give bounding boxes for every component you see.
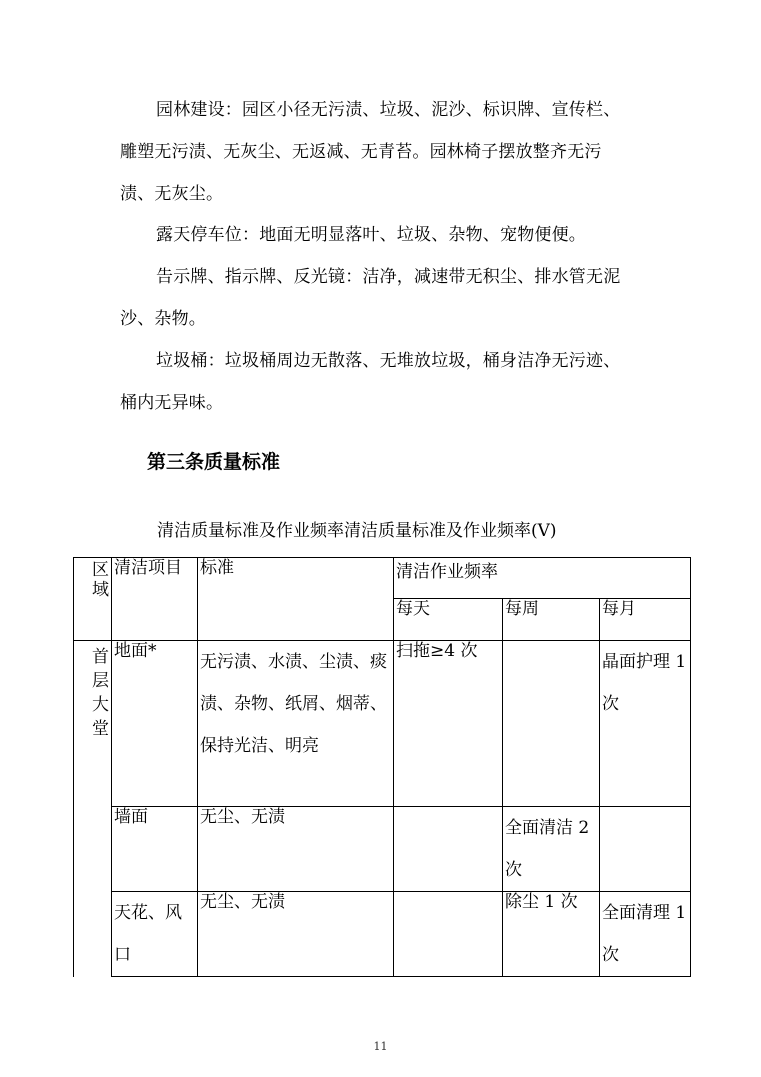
monthly-cell	[600, 807, 691, 892]
daily-cell: 扫拖≥4 次	[394, 641, 503, 807]
item-cell: 地面*	[112, 641, 198, 807]
header-weekly: 每周	[503, 599, 600, 641]
paragraph-parking: 露天停车位：地面无明显落叶、垃圾、杂物、宠物便便。	[156, 225, 586, 245]
header-area: 区域	[74, 558, 112, 641]
table-header-row	[74, 558, 691, 599]
item-cell: 天花、风口	[112, 892, 198, 977]
area-cell: 首层大堂	[74, 641, 112, 977]
daily-cell	[394, 807, 503, 892]
weekly-cell: 除尘 1 次	[503, 892, 600, 977]
header-frequency: 清洁作业频率	[394, 558, 691, 599]
table-row	[74, 641, 691, 807]
weekly-cell: 全面清洁 2 次	[503, 807, 600, 892]
paragraph-garden: 园林建设：园区小径无污渍、垃圾、泥沙、标识牌、宣传栏、雕塑无污渍、无灰尘、无返减、无青苔。园林椅子摆放整齐无污渍、无灰尘。	[120, 100, 621, 204]
standard-cell: 无污渍、水渍、尘渍、痰渍、杂物、纸屑、烟蒂、保持光洁、明亮	[198, 641, 394, 807]
section-heading: 第三条质量标准	[147, 451, 281, 473]
paragraph-signs: 告示牌、指示牌、反光镜：洁净，减速带无积尘、排水管无泥沙、杂物。	[120, 267, 621, 329]
header-monthly: 每月	[600, 599, 691, 641]
table-row	[74, 807, 691, 892]
monthly-cell: 全面清理 1 次	[600, 892, 691, 977]
monthly-cell: 晶面护理 1 次	[600, 641, 691, 807]
paragraph-trash-bins: 垃圾桶：垃圾桶周边无散落、无堆放垃圾，桶身洁净无污迹、桶内无异味。	[120, 351, 621, 413]
table-row	[74, 892, 691, 977]
page-number: 11	[373, 1040, 388, 1053]
daily-cell	[394, 892, 503, 977]
standard-cell: 无尘、无渍	[198, 807, 394, 892]
weekly-cell	[503, 641, 600, 807]
header-daily: 每天	[394, 599, 503, 641]
quality-standard-table	[73, 557, 691, 977]
standard-cell: 无尘、无渍	[198, 892, 394, 977]
item-cell: 墙面	[112, 807, 198, 892]
header-item: 清洁项目	[112, 558, 198, 641]
table-caption: 清洁质量标准及作业频率清洁质量标准及作业频率(V)	[157, 521, 557, 541]
header-standard: 标准	[198, 558, 394, 641]
